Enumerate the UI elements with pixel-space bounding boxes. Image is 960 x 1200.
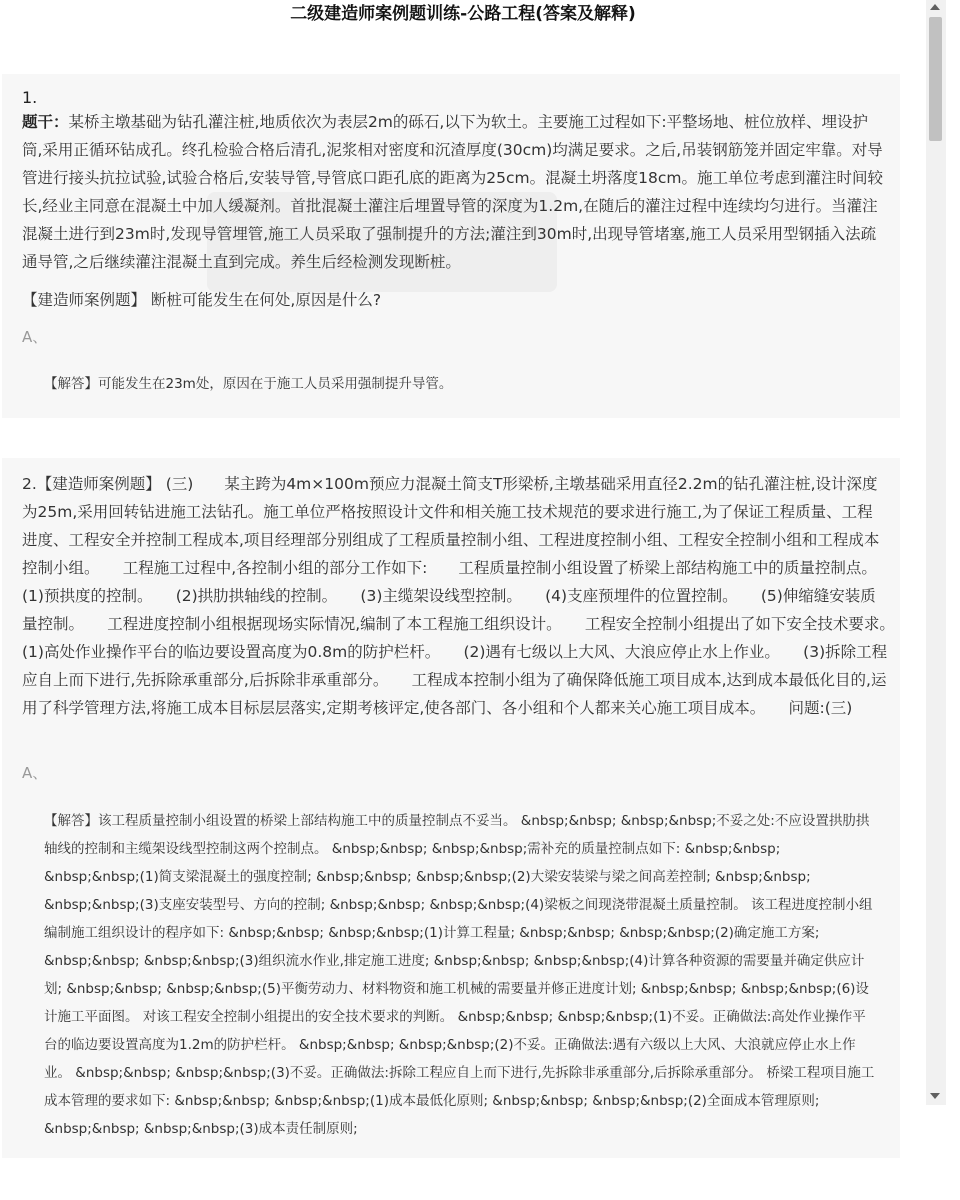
option-label: A、 — [22, 764, 48, 782]
question-stem — [22, 108, 888, 276]
question-stem — [22, 470, 919, 722]
question-card-1 — [2, 74, 900, 418]
scroll-thumb[interactable] — [929, 17, 942, 141]
page-title: 二级建造师案例题训练-公路工程(答案及解释) — [290, 4, 636, 24]
question-prompt: 【建造师案例题】 断桩可能发生在何处,原因是什么? — [22, 291, 382, 309]
stem-text: 【建造师案例题】 (三) 某主跨为4m×100m预应力混凝土简支T形梁桥,主墩基础采用直径2.2m的钻孔灌注桩,设计深度为25m,采用回转钻进施工法钻孔。施工单位严格按照设计文件和相关施工技术规范的要求进行施工,为了保证工程质量、工程进度、工程安全并控制工程成本,项目经理部分别组成了工程质量控制小组、工程进度控制小组、工程安全控制小组和工程成本控制小组。 工程施工过程中,各控制小组的部分工作如下: 工程质量控制小组设置了桥梁上部结构施工中的质量控制点。 (1)预拱度的控制。 (2)拱肋拱轴线的控制。 (3)主缆架设线型控制。 (4)支座预埋件的位置控制。 (5)伸缩缝安装质量控制。 工程进度控制小组根据现场实际情况,编制了本工程施工组织设计。 工程安全控制小组提出了如下安全技术要求。 (1)高处作业操作平台的临边要设置高度为0.8m的防护栏杆。 (2)遇有七级以上大风、大浪应停止水上作业。 (3)拆除工程应自上而下进行,先拆除承重部分,后拆除非承重部分。 工程成本控制小组为了确保降低施工项目成本,达到成本最低化目的,运用了科学管理方法,将施工成本目标层层落实,定期考核评定,使各部门、各小组和个人都来关心施工项目成本。 问题:(三) — [22, 475, 919, 717]
scroll-down-arrow-icon[interactable] — [930, 1093, 940, 1099]
option-label: A、 — [22, 328, 48, 346]
stem-label: 题干： — [22, 113, 69, 131]
stem-text: 某桥主墩基础为钻孔灌注桩,地质依次为表层2m的砾石,以下为软土。主要施工过程如下:平整场地、桩位放样、埋设护筒,采用正循环钻成孔。终孔检验合格后清孔,泥浆相对密度和沉渣厚度(30cm)均满足要求。之后,吊装钢筋笼并固定牢靠。对导管进行接头抗拉试验,试验合格后,安装导管,导管底口距孔底的距离为25cm。混凝土坍落度18cm。施工单位考虑到灌注时间较长,经业主同意在混凝土中加人缓凝剂。首批混凝土灌注后埋置导管的深度为1.2m,在随后的灌注过程中连续均匀进行。当灌注混凝土进行到23m时,发现导管埋管,施工人员采取了强制提升的方法;灌注到30m时,出现导管堵塞,施工人员采用型钢插入法疏通导管,之后继续灌注混凝土直到完成。养生后经检测发现断桩。 — [22, 113, 883, 271]
question-card-2 — [2, 458, 919, 1158]
scroll-up-arrow-icon[interactable] — [930, 4, 940, 10]
question-number: 2. — [22, 475, 37, 493]
question-number: 1. — [22, 88, 38, 107]
vertical-scrollbar[interactable] — [926, 0, 946, 1105]
answer-text: 【解答】可能发生在23m处，原因在于施工人员采用强制提升导管。 — [44, 376, 453, 392]
answer-text: 【解答】该工程质量控制小组设置的桥梁上部结构施工中的质量控制点不妥当。 &nbsp;&nbsp; &nbsp;&nbsp;不妥之处:不应设置拱肋拱轴线的控制和主缆架设线型控制这两个控制点。 &nbsp;&nbsp; &nbsp;&nbsp;需补充的质量控制点如下: &nbsp;&nbsp; &nbsp;&nbsp;(1)简支梁混凝土的强度控制; &nbsp;&nbsp; &nbsp;&nbsp;(2)大梁安装梁与梁之间高差控制; &nbsp;&nbsp; &nbsp;&nbsp;(3)支座安装型号、方向的控制; &nbsp;&nbsp; &nbsp;&nbsp;(4)梁板之间现浇带混凝土质量控制。 该工程进度控制小组编制施工组织设计的程序如下: &nbsp;&nbsp; &nbsp;&nbsp;(1)计算工程量; &nbsp;&nbsp; &nbsp;&nbsp;(2)确定施工方案; &nbsp;&nbsp; &nbsp;&nbsp;(3)组织流水作业,排定施工进度; &nbsp;&nbsp; &nbsp;&nbsp;(4)计算各种资源的需要量并确定供应计划; &nbsp;&nbsp; &nbsp;&nbsp;(5)平衡劳动力、材料物资和施工机械的需要量并修正进度计划; &nbsp;&nbsp; &nbsp;&nbsp;(6)设计施工平面图。 对该工程安全控制小组提出的安全技术要求的判断。 &nbsp;&nbsp; &nbsp;&nbsp;(1)不妥。正确做法:高处作业操作平台的临边要设置高度为1.2m的防护栏杆。 &nbsp;&nbsp; &nbsp;&nbsp;(2)不妥。正确做法:遇有六级以上大风、大浪就应停止水上作业。 &nbsp;&nbsp; &nbsp;&nbsp;(3)不妥。正确做法:拆除工程应自上而下进行,先拆除非承重部分,后拆除承重部分。 桥梁工程项目施工成本管理的要求如下: &nbsp;&nbsp; &nbsp;&nbsp;(1)成本最低化原则; &nbsp;&nbsp; &nbsp;&nbsp;(2)全面成本管理原则; &nbsp;&nbsp; &nbsp;&nbsp;(3)成本责任制原则; — [44, 813, 875, 1137]
